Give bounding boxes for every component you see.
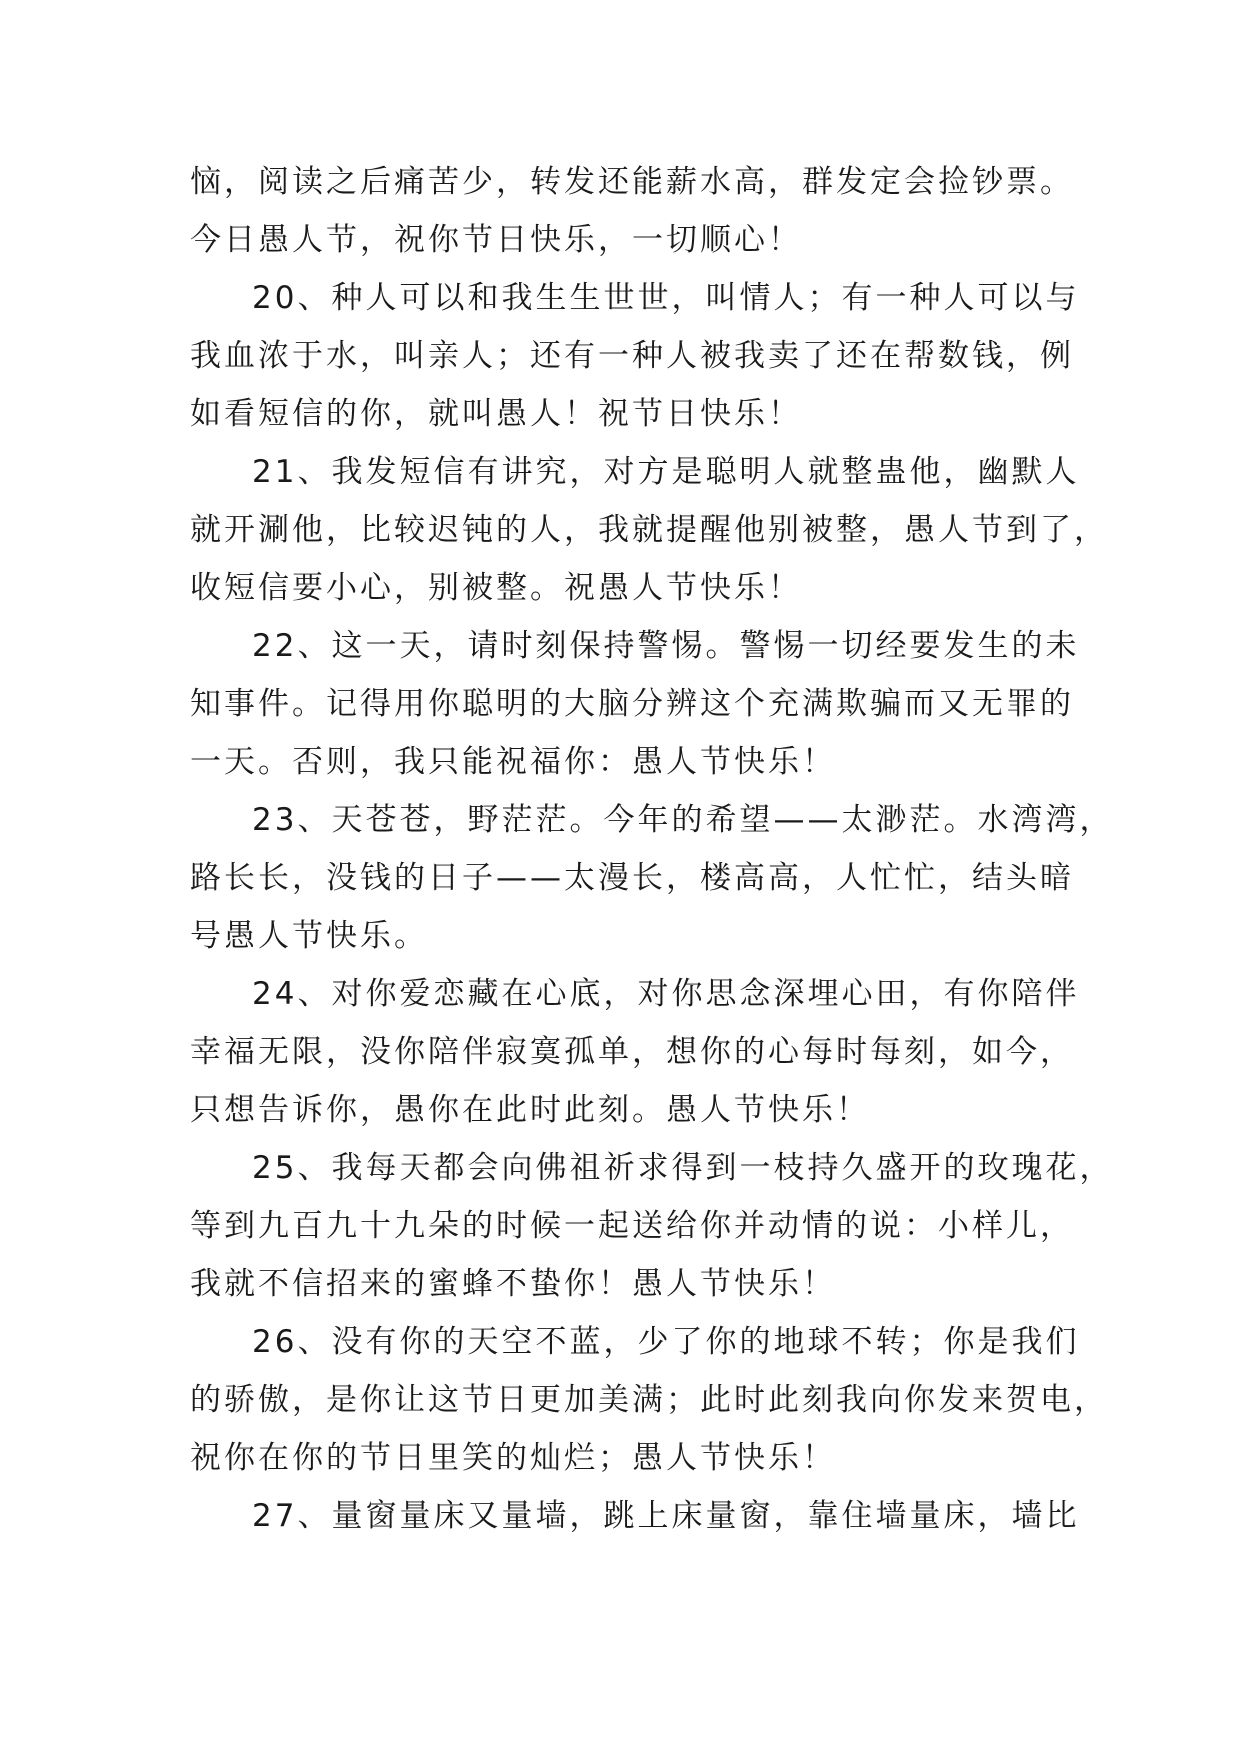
text-line: 我血浓于水，叫亲人；还有一种人被我卖了还在帮数钱，例 bbox=[190, 338, 1074, 374]
text-line: 如看短信的你，就叫愚人！祝节日快乐！ bbox=[190, 396, 802, 432]
text-line: 祝你在你的节日里笑的灿烂；愚人节快乐！ bbox=[190, 1440, 836, 1476]
text-line: 的骄傲，是你让这节日更加美满；此时此刻我向你发来贺电， bbox=[190, 1382, 1108, 1418]
paragraph bbox=[190, 617, 1080, 791]
text-line: 一天。否则，我只能祝福你：愚人节快乐！ bbox=[190, 744, 836, 780]
text-line: 就开涮他，比较迟钝的人，我就提醒他别被整，愚人节到了， bbox=[190, 512, 1108, 548]
text-line: 等到九百九十九朵的时候一起送给你并动情的说：小样儿， bbox=[190, 1208, 1074, 1244]
paragraph bbox=[190, 965, 1080, 1139]
paragraph bbox=[190, 1139, 1114, 1313]
text-line: 23、天苍苍，野茫茫。今年的希望——太渺茫。水湾湾， bbox=[252, 802, 1114, 838]
text-line: 路长长，没钱的日子——太漫长，楼高高，人忙忙，结头暗 bbox=[190, 860, 1074, 896]
text-line: 26、没有你的天空不蓝，少了你的地球不转；你是我们 bbox=[252, 1324, 1080, 1360]
text-line: 幸福无限，没你陪伴寂寞孤单，想你的心每时每刻，如今， bbox=[190, 1034, 1074, 1070]
paragraph bbox=[190, 269, 1080, 443]
paragraph bbox=[190, 791, 1114, 965]
text-line: 22、这一天，请时刻保持警惕。警惕一切经要发生的未 bbox=[252, 628, 1080, 664]
paragraph bbox=[190, 443, 1108, 617]
text-line: 知事件。记得用你聪明的大脑分辨这个充满欺骗而又无罪的 bbox=[190, 686, 1074, 722]
text-line: 恼，阅读之后痛苦少，转发还能薪水高，群发定会捡钞票。 bbox=[190, 164, 1074, 200]
text-line: 只想告诉你，愚你在此时此刻。愚人节快乐！ bbox=[190, 1092, 870, 1128]
paragraph bbox=[190, 1313, 1108, 1487]
text-line: 我就不信招来的蜜蜂不蛰你！愚人节快乐！ bbox=[190, 1266, 836, 1302]
paragraph bbox=[190, 1487, 1080, 1545]
text-line: 21、我发短信有讲究，对方是聪明人就整蛊他，幽默人 bbox=[252, 454, 1080, 490]
text-line: 收短信要小心，别被整。祝愚人节快乐！ bbox=[190, 570, 802, 606]
text-line: 25、我每天都会向佛祖祈求得到一枝持久盛开的玫瑰花， bbox=[252, 1150, 1114, 1186]
document-body bbox=[190, 153, 1114, 1545]
text-line: 20、种人可以和我生生世世，叫情人；有一种人可以与 bbox=[252, 280, 1080, 316]
text-line: 今日愚人节，祝你节日快乐，一切顺心！ bbox=[190, 222, 802, 258]
text-line: 24、对你爱恋藏在心底，对你思念深埋心田，有你陪伴 bbox=[252, 976, 1080, 1012]
text-line: 号愚人节快乐。 bbox=[190, 918, 428, 954]
text-line: 27、量窗量床又量墙，跳上床量窗，靠住墙量床，墙比 bbox=[252, 1498, 1080, 1534]
paragraph bbox=[190, 153, 1074, 269]
